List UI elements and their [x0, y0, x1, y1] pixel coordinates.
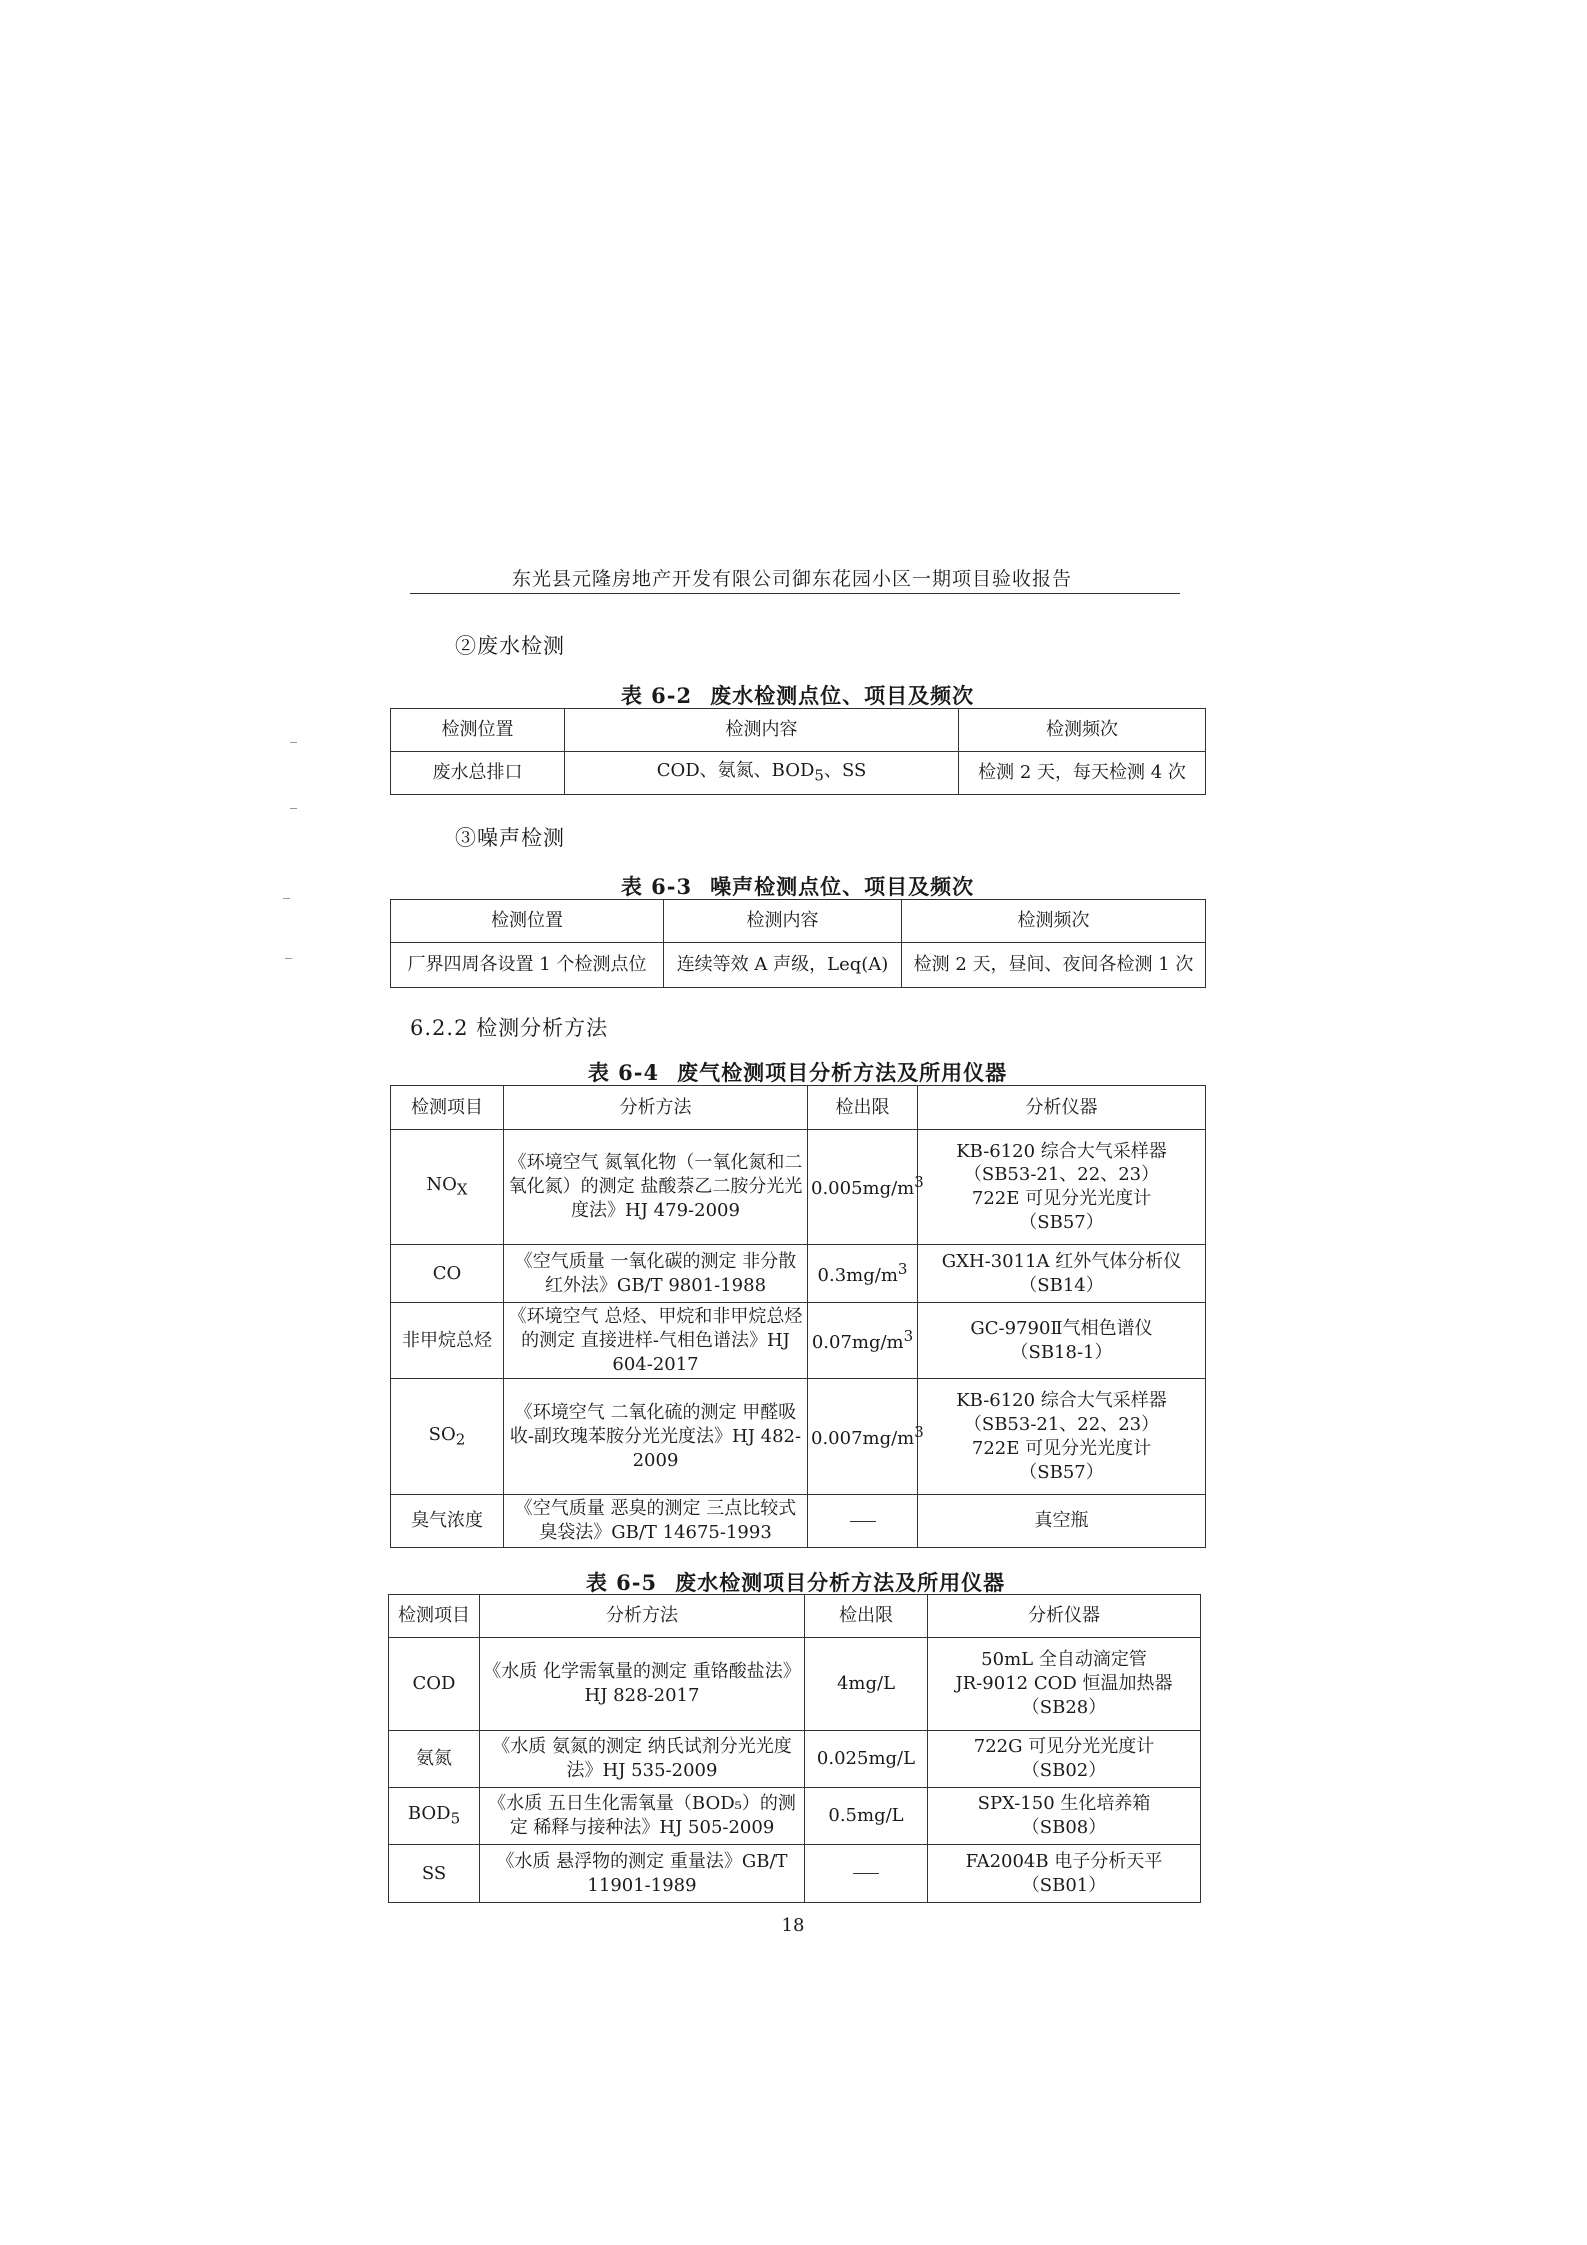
cell-location: 废水总排口 [391, 752, 565, 795]
table-number: 表 6-3 [620, 874, 693, 899]
table-row [391, 1379, 1206, 1495]
cell-item: 臭气浓度 [391, 1495, 504, 1548]
column-header: 分析方法 [504, 1086, 808, 1130]
table-title: 废气检测项目分析方法及所用仪器 [677, 1060, 1008, 1085]
cell-instrument [918, 1245, 1206, 1303]
instrument-line: 722E 可见分光光度计 [971, 1437, 1152, 1459]
cell-instrument [918, 1130, 1206, 1245]
instrument-line: FA2004B 电子分析天平 [965, 1850, 1163, 1872]
instrument-line: 722E 可见分光光度计 [971, 1188, 1152, 1209]
cell-detection-limit: $0.005mg/m^3$ [808, 1130, 918, 1245]
instrument-line: （SB01） [1021, 1874, 1107, 1896]
instrument-line: GC-9790Ⅱ气相色谱仪 [970, 1317, 1153, 1339]
table-row [391, 1303, 1206, 1379]
section-heading-analysis-method: 6.2.2 检测分析方法 [410, 1016, 609, 1040]
cell-instrument [928, 1788, 1201, 1845]
table-row [389, 1731, 1201, 1788]
cell-method: 《环境空气 氮氧化物（一氧化氮和二氧化氮）的测定 盐酸萘乙二胺分光光度法》HJ 479-2009 [504, 1130, 808, 1245]
cell-item: COD [389, 1638, 480, 1731]
table-title: 噪声检测点位、项目及频次 [710, 874, 975, 899]
cell-method: 《环境空气 二氧化硫的测定 甲醛吸收-副玫瑰苯胺分光光度法》HJ 482-2009 [504, 1379, 808, 1495]
cell-detection-limit: 4mg/L [805, 1638, 928, 1731]
cell-method: 《水质 五日生化需氧量（BOD₅）的测定 稀释与接种法》HJ 505-2009 [480, 1788, 805, 1845]
cell-item: $SO_2$ [391, 1379, 504, 1495]
instrument-line: （SB57） [1019, 1211, 1104, 1233]
table-6-3 [390, 899, 1206, 988]
cell-detection-limit: $0.07mg/m^3$ [808, 1303, 918, 1379]
instrument-line: JR-9012 COD 恒温加热器 [955, 1673, 1173, 1695]
cell-frequency: 检测 2 天，昼间、夜间各检测 1 次 [902, 943, 1206, 988]
dash-symbol [850, 1521, 876, 1522]
cell-frequency: 检测 2 天，每天检测 4 次 [959, 752, 1206, 795]
column-header: 检测位置 [391, 900, 664, 943]
cell-content: 连续等效 A 声级，Leq(A) [664, 943, 902, 988]
column-header: 检测项目 [389, 1595, 480, 1638]
cell-item: SS [389, 1845, 480, 1903]
column-header: 检出限 [808, 1086, 918, 1130]
table-number: 表 6-4 [587, 1060, 660, 1085]
column-header: 分析仪器 [918, 1086, 1206, 1130]
table-6-4 [390, 1085, 1206, 1548]
cell-instrument [928, 1731, 1201, 1788]
cell-instrument [918, 1379, 1206, 1495]
instrument-line: （SB57） [1019, 1461, 1104, 1483]
cell-item: 非甲烷总烃 [391, 1303, 504, 1379]
cell-detection-limit: 0.025mg/L [805, 1731, 928, 1788]
cell-instrument [928, 1845, 1201, 1903]
cell-instrument [928, 1638, 1201, 1731]
cell-instrument [918, 1495, 1206, 1548]
cell-method: 《水质 氨氮的测定 纳氏试剂分光光度法》HJ 535-2009 [480, 1731, 805, 1788]
dash-symbol [853, 1873, 879, 1874]
table-row [389, 1845, 1201, 1903]
table-6-2 [390, 708, 1206, 795]
cell-method: 《水质 化学需氧量的测定 重铬酸盐法》HJ 828-2017 [480, 1638, 805, 1731]
cell-detection-limit [805, 1845, 928, 1903]
cell-detection-limit [808, 1495, 918, 1548]
table-6-5 [388, 1594, 1201, 1903]
cell-method: 《空气质量 恶臭的测定 三点比较式臭袋法》GB/T 14675-1993 [504, 1495, 808, 1548]
instrument-line: KB-6120 综合大气采样器 [956, 1140, 1167, 1162]
instrument-line: 真空瓶 [1034, 1510, 1089, 1532]
cell-detection-limit: $0.007mg/m^3$ [808, 1379, 918, 1495]
section-heading-wastewater: ②废水检测 [455, 634, 565, 658]
margin-mark [285, 958, 292, 959]
margin-mark [290, 808, 297, 809]
cell-instrument [918, 1303, 1206, 1379]
margin-mark [283, 898, 290, 899]
cell-detection-limit: $0.3mg/m^3$ [808, 1245, 918, 1303]
table-row [391, 1495, 1206, 1548]
column-header: 分析仪器 [928, 1595, 1201, 1638]
instrument-line: （SB02） [1021, 1760, 1107, 1781]
instrument-line: KB-6120 综合大气采样器 [956, 1390, 1167, 1412]
instrument-line: SPX-150 生化培养箱 [977, 1793, 1151, 1815]
table-title: 废水检测项目分析方法及所用仪器 [675, 1570, 1006, 1595]
table-row [391, 752, 1206, 795]
column-header: 检测项目 [391, 1086, 504, 1130]
column-header: 检测频次 [902, 900, 1206, 943]
instrument-line: （SB53-21、22、23） [963, 1164, 1160, 1186]
page-number: 18 [781, 1915, 805, 1936]
instrument-line: 50mL 全自动滴定管 [981, 1649, 1147, 1671]
instrument-line: （SB14） [1019, 1274, 1104, 1296]
cell-item: $BOD_5$ [389, 1788, 480, 1845]
instrument-line: （SB28） [1021, 1696, 1107, 1718]
table-number: 表 6-2 [620, 683, 693, 708]
instrument-line: （SB18-1） [1010, 1341, 1113, 1363]
cell-location: 厂界四周各设置 1 个检测点位 [391, 943, 664, 988]
column-header: 检测内容 [664, 900, 902, 943]
column-header: 检测内容 [565, 709, 959, 752]
table-row [391, 1130, 1206, 1245]
cell-content: COD、氨氮、$BOD_5$、SS [565, 752, 959, 795]
report-header-title: 东光县元隆房地产开发有限公司御东花园小区一期项目验收报告 [511, 568, 1072, 590]
table-number: 表 6-5 [585, 1570, 658, 1595]
table-6-3-caption [390, 871, 1205, 901]
column-header: 检出限 [805, 1595, 928, 1638]
instrument-line: 722G 可见分光光度计 [973, 1736, 1155, 1758]
table-row [389, 1638, 1201, 1731]
table-title: 废水检测点位、项目及频次 [710, 683, 975, 708]
header-divider [410, 593, 1180, 594]
column-header: 分析方法 [480, 1595, 805, 1638]
cell-item: $NO_X$ [391, 1130, 504, 1245]
column-header: 检测频次 [959, 709, 1206, 752]
instrument-line: （SB08） [1021, 1817, 1107, 1838]
cell-item: CO [391, 1245, 504, 1303]
cell-method: 《环境空气 总烃、甲烷和非甲烷总烃的测定 直接进样-气相色谱法》HJ 604-2017 [504, 1303, 808, 1379]
table-6-4-caption [390, 1057, 1205, 1087]
cell-detection-limit: 0.5mg/L [805, 1788, 928, 1845]
section-heading-noise: ③噪声检测 [455, 826, 565, 850]
column-header: 检测位置 [391, 709, 565, 752]
table-6-2-caption [390, 680, 1205, 710]
table-row [391, 1245, 1206, 1303]
margin-mark [290, 742, 297, 743]
instrument-line: （SB53-21、22、23） [963, 1414, 1160, 1435]
instrument-line: GXH-3011A 红外气体分析仪 [941, 1250, 1182, 1272]
table-row [389, 1788, 1201, 1845]
cell-method: 《水质 悬浮物的测定 重量法》GB/T 11901-1989 [480, 1845, 805, 1903]
table-6-5-caption [388, 1567, 1203, 1597]
cell-item: 氨氮 [389, 1731, 480, 1788]
table-row [391, 943, 1206, 988]
cell-method: 《空气质量 一氧化碳的测定 非分散红外法》GB/T 9801-1988 [504, 1245, 808, 1303]
